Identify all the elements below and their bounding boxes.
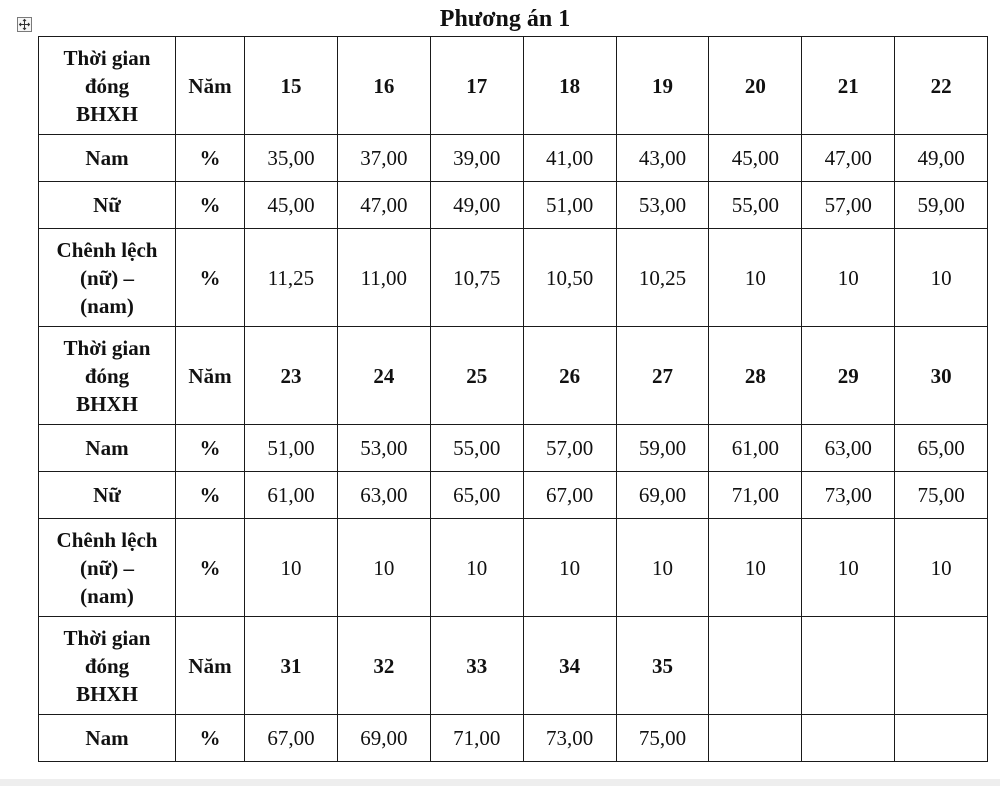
value-cell: 47,00 xyxy=(802,135,895,182)
year-cell: 18 xyxy=(523,37,616,135)
row-label-line: BHXH xyxy=(76,101,138,126)
value-cell: 57,00 xyxy=(523,425,616,472)
row-label-cell xyxy=(39,472,176,519)
value-cell: 59,00 xyxy=(616,425,709,472)
value-cell: 69,00 xyxy=(337,715,430,762)
table-row xyxy=(39,229,988,327)
value-cell: 73,00 xyxy=(523,715,616,762)
row-label-cell xyxy=(39,715,176,762)
unit-cell: Năm xyxy=(176,617,245,715)
row-label-line: BHXH xyxy=(76,391,138,416)
row-label-cell xyxy=(39,425,176,472)
year-cell: 34 xyxy=(523,617,616,715)
unit-cell: % xyxy=(176,519,245,617)
table-header-row xyxy=(39,617,988,715)
value-cell: 67,00 xyxy=(523,472,616,519)
row-label-line: Nam xyxy=(85,436,129,460)
year-cell: 30 xyxy=(895,327,988,425)
unit-cell: % xyxy=(176,229,245,327)
value-cell: 71,00 xyxy=(709,472,802,519)
value-cell: 69,00 xyxy=(616,472,709,519)
value-cell: 10 xyxy=(709,519,802,617)
value-cell: 10 xyxy=(802,229,895,327)
value-cell: 55,00 xyxy=(430,425,523,472)
year-cell: 15 xyxy=(245,37,338,135)
unit-cell: % xyxy=(176,425,245,472)
value-cell: 37,00 xyxy=(337,135,430,182)
row-label-cell xyxy=(39,327,176,425)
row-label-cell xyxy=(39,135,176,182)
value-cell: 47,00 xyxy=(337,182,430,229)
year-cell: 26 xyxy=(523,327,616,425)
value-cell xyxy=(895,715,988,762)
value-cell: 45,00 xyxy=(709,135,802,182)
row-label-line: Chênh lệch xyxy=(56,527,158,552)
value-cell: 75,00 xyxy=(895,472,988,519)
table-row xyxy=(39,182,988,229)
row-label-line: Thời gian xyxy=(63,335,151,360)
retirement-ratio-table xyxy=(38,36,988,762)
value-cell: 10 xyxy=(895,229,988,327)
row-label-line: (nam) xyxy=(80,583,134,608)
value-cell: 41,00 xyxy=(523,135,616,182)
year-cell xyxy=(802,617,895,715)
table-row xyxy=(39,472,988,519)
value-cell: 11,25 xyxy=(245,229,338,327)
year-cell: 17 xyxy=(430,37,523,135)
year-cell xyxy=(895,617,988,715)
value-cell: 10,75 xyxy=(430,229,523,327)
value-cell: 55,00 xyxy=(709,182,802,229)
year-cell: 21 xyxy=(802,37,895,135)
value-cell: 65,00 xyxy=(430,472,523,519)
year-cell: 29 xyxy=(802,327,895,425)
value-cell: 61,00 xyxy=(709,425,802,472)
table-header-row xyxy=(39,37,988,135)
value-cell: 67,00 xyxy=(245,715,338,762)
year-cell: 31 xyxy=(245,617,338,715)
value-cell: 75,00 xyxy=(616,715,709,762)
value-cell: 45,00 xyxy=(245,182,338,229)
row-label-line: (nam) xyxy=(80,293,134,318)
row-label-line: Chênh lệch xyxy=(56,237,158,262)
value-cell: 59,00 xyxy=(895,182,988,229)
year-cell: 33 xyxy=(430,617,523,715)
document-title: Phương án 1 xyxy=(439,6,571,32)
value-cell: 63,00 xyxy=(337,472,430,519)
unit-cell: % xyxy=(176,135,245,182)
value-cell: 49,00 xyxy=(895,135,988,182)
row-label-cell xyxy=(39,617,176,715)
value-cell: 61,00 xyxy=(245,472,338,519)
value-cell: 10 xyxy=(802,519,895,617)
table-row xyxy=(39,715,988,762)
value-cell: 10 xyxy=(337,519,430,617)
unit-cell: % xyxy=(176,182,245,229)
value-cell: 51,00 xyxy=(245,425,338,472)
value-cell: 63,00 xyxy=(802,425,895,472)
page-bottom-edge xyxy=(0,779,1000,786)
value-cell: 10 xyxy=(616,519,709,617)
row-label-cell xyxy=(39,182,176,229)
row-label-line: Nữ xyxy=(93,193,121,217)
value-cell: 39,00 xyxy=(430,135,523,182)
row-label-line: đóng xyxy=(84,363,130,388)
row-label-line: Thời gian xyxy=(63,625,151,650)
row-label-line: Thời gian xyxy=(63,45,151,70)
value-cell: 11,00 xyxy=(337,229,430,327)
value-cell xyxy=(802,715,895,762)
row-label-line: (nữ) – xyxy=(79,265,135,290)
value-cell: 35,00 xyxy=(245,135,338,182)
row-label-line: đóng xyxy=(84,653,130,678)
value-cell: 43,00 xyxy=(616,135,709,182)
year-cell: 16 xyxy=(337,37,430,135)
row-label-line: (nữ) – xyxy=(79,555,135,580)
value-cell: 10,50 xyxy=(523,229,616,327)
year-cell: 20 xyxy=(709,37,802,135)
value-cell: 10 xyxy=(523,519,616,617)
row-label-cell xyxy=(39,519,176,617)
year-cell: 32 xyxy=(337,617,430,715)
year-cell: 35 xyxy=(616,617,709,715)
unit-cell: % xyxy=(176,472,245,519)
year-cell: 24 xyxy=(337,327,430,425)
value-cell: 71,00 xyxy=(430,715,523,762)
table-row xyxy=(39,135,988,182)
value-cell: 10 xyxy=(245,519,338,617)
table-header-row xyxy=(39,327,988,425)
row-label-line: Nam xyxy=(85,726,129,750)
value-cell: 53,00 xyxy=(337,425,430,472)
year-cell: 25 xyxy=(430,327,523,425)
value-cell: 57,00 xyxy=(802,182,895,229)
value-cell: 65,00 xyxy=(895,425,988,472)
year-cell: 27 xyxy=(616,327,709,425)
row-label-cell xyxy=(39,229,176,327)
value-cell: 10 xyxy=(709,229,802,327)
row-label-line: Nữ xyxy=(93,483,121,507)
row-label-line: BHXH xyxy=(76,681,138,706)
year-cell: 19 xyxy=(616,37,709,135)
value-cell: 73,00 xyxy=(802,472,895,519)
table-row xyxy=(39,425,988,472)
value-cell: 10 xyxy=(430,519,523,617)
year-cell: 23 xyxy=(245,327,338,425)
unit-cell: Năm xyxy=(176,37,245,135)
value-cell: 51,00 xyxy=(523,182,616,229)
table-row xyxy=(39,519,988,617)
row-label-line: Nam xyxy=(85,146,129,170)
row-label-cell xyxy=(39,37,176,135)
year-cell: 22 xyxy=(895,37,988,135)
table-body xyxy=(39,37,988,762)
unit-cell: Năm xyxy=(176,327,245,425)
value-cell xyxy=(709,715,802,762)
year-cell: 28 xyxy=(709,327,802,425)
value-cell: 10,25 xyxy=(616,229,709,327)
value-cell: 53,00 xyxy=(616,182,709,229)
row-label-line: đóng xyxy=(84,73,130,98)
unit-cell: % xyxy=(176,715,245,762)
value-cell: 10 xyxy=(895,519,988,617)
value-cell: 49,00 xyxy=(430,182,523,229)
year-cell xyxy=(709,617,802,715)
